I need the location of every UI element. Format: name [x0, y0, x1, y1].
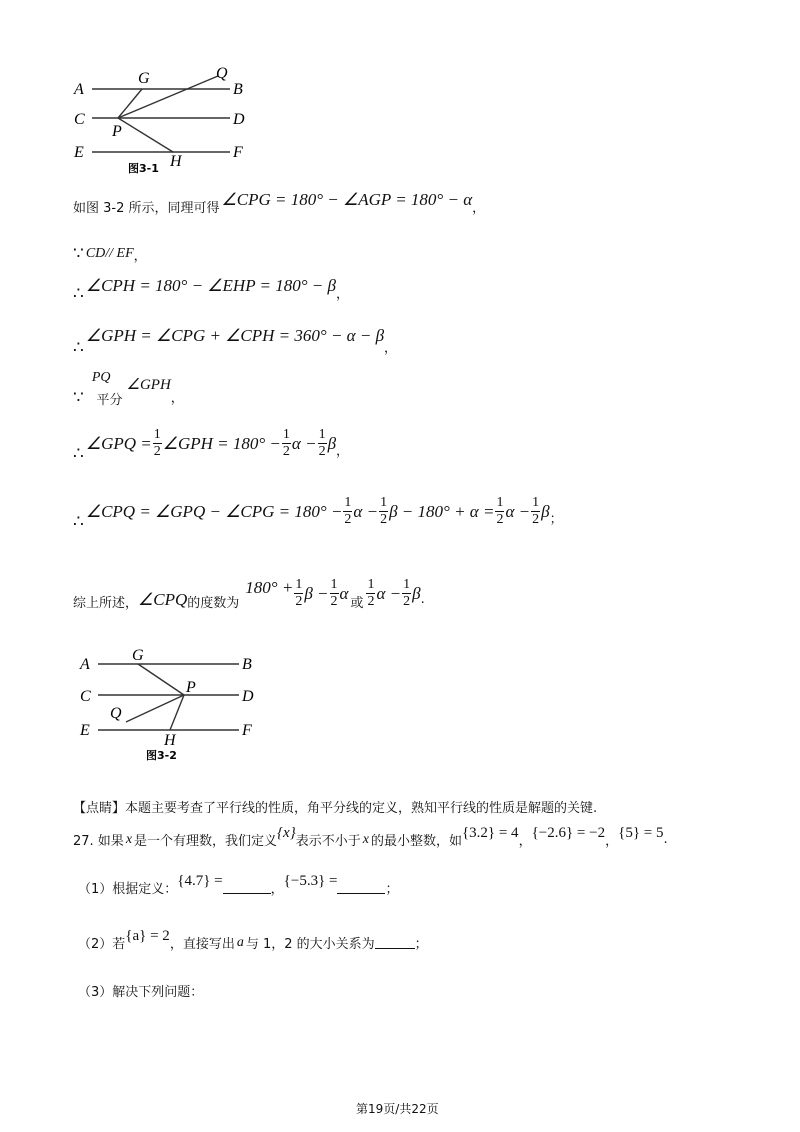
- math: {−5.3} =: [283, 873, 338, 889]
- fraction-half: [495, 496, 504, 527]
- math: {3.2} = 4: [461, 825, 519, 841]
- label-a: A: [80, 656, 90, 673]
- text: （2）若: [78, 937, 126, 952]
- text: 是一个有理数，我们定义: [134, 834, 278, 849]
- label-f: F: [242, 722, 252, 739]
- segment-ph: [118, 118, 173, 152]
- question-27-part-2: [78, 928, 428, 952]
- fraction-half: [402, 578, 411, 609]
- therefore-symbol: ∴: [73, 443, 84, 463]
- math: β: [541, 501, 550, 521]
- punct: ，: [336, 444, 350, 459]
- math: ∠CPQ = ∠GPQ − ∠CPG = 180° −: [85, 501, 343, 521]
- label-d: D: [233, 111, 245, 128]
- punct: ；: [385, 882, 399, 897]
- math: {a} = 2: [125, 928, 170, 944]
- solution-line-6: [73, 427, 350, 463]
- label-h: H: [170, 153, 182, 170]
- punct: .: [663, 832, 668, 847]
- numerator: 1: [403, 577, 411, 592]
- numerator: 1: [318, 427, 326, 442]
- text: 平分: [96, 392, 123, 408]
- denominator: 2: [380, 512, 388, 527]
- denominator: 2: [367, 594, 375, 609]
- segment-pq: [118, 76, 218, 118]
- math: {5} = 5: [618, 825, 664, 841]
- fraction-half: [294, 578, 303, 609]
- math: {x}: [277, 825, 296, 841]
- label-g: G: [138, 70, 150, 87]
- punct: ，: [336, 286, 350, 302]
- text: 与 1，2 的大小关系为: [245, 937, 375, 952]
- math: α −: [353, 501, 379, 521]
- denominator: 2: [403, 594, 411, 609]
- punct: ，: [384, 340, 398, 356]
- label-q: Q: [216, 66, 228, 82]
- text: 或: [350, 596, 364, 611]
- math: α −: [505, 501, 531, 521]
- numerator: 1: [496, 495, 504, 510]
- numerator: 1: [282, 427, 290, 442]
- punct: ；: [549, 512, 563, 527]
- punct: ；: [414, 937, 428, 952]
- label-b: B: [233, 81, 243, 98]
- math: α −: [291, 433, 317, 453]
- page-number: 第19页/共22页: [356, 1102, 439, 1116]
- therefore-symbol: ∴: [73, 511, 84, 531]
- math: {−2.6} = −2: [531, 825, 606, 841]
- math: CD// EF: [85, 246, 134, 261]
- math: ∠GPH: [126, 376, 171, 393]
- text: （1）根据定义：: [78, 882, 178, 897]
- answer-blank[interactable]: [375, 936, 415, 949]
- fraction-half: [379, 496, 388, 527]
- denominator: 2: [496, 512, 504, 527]
- math: ∠CPQ: [138, 589, 188, 609]
- numerator: 1: [532, 495, 540, 510]
- answer-blank[interactable]: [223, 881, 271, 894]
- math-pq: PQ: [91, 370, 111, 385]
- math: x: [362, 831, 369, 847]
- label-f: F: [233, 144, 243, 161]
- fraction-half: [343, 496, 352, 527]
- label-c: C: [74, 111, 85, 128]
- key-point-comment: 【点睛】本题主要考查了平行线的性质，角平分线的定义，熟知平行线的性质是解题的关键.: [73, 801, 598, 816]
- label-p: P: [112, 123, 122, 140]
- math: β: [327, 433, 337, 453]
- denominator: 2: [282, 444, 290, 459]
- punct: ，: [605, 834, 619, 849]
- numerator: 1: [344, 495, 352, 510]
- answer-blank[interactable]: [337, 881, 385, 894]
- denominator: 2: [318, 444, 326, 459]
- label-q: Q: [110, 705, 122, 722]
- math: ∠GPH = ∠CPG + ∠CPH = 360° − α − β: [85, 326, 385, 345]
- math: ∠GPQ =: [85, 433, 152, 453]
- punct: ，: [472, 200, 486, 216]
- label-h: H: [164, 732, 176, 749]
- numerator: 1: [380, 495, 388, 510]
- punct: ，: [170, 390, 184, 406]
- because-symbol: ∵: [73, 388, 84, 407]
- text: 如图 3-2 所示，同理可得: [73, 200, 220, 216]
- question-27-part-3: （3）解决下列问题：: [78, 985, 204, 1000]
- label-a: A: [74, 81, 84, 98]
- math: β: [412, 583, 421, 603]
- solution-line-5: [73, 370, 184, 408]
- label-g: G: [132, 647, 144, 664]
- denominator: 2: [153, 444, 161, 459]
- denominator: 2: [532, 512, 540, 527]
- solution-line-4: [73, 326, 398, 357]
- fraction-half: [153, 428, 162, 459]
- math: ∠GPH = 180° −: [162, 433, 281, 453]
- fraction-half: [282, 428, 291, 459]
- therefore-symbol: ∴: [73, 338, 84, 357]
- text: 的最小整数，如: [370, 834, 462, 849]
- punct: .: [420, 592, 425, 607]
- solution-line-1: [73, 190, 486, 216]
- solution-line-2: [73, 244, 147, 264]
- label-e: E: [80, 722, 90, 739]
- because-symbol: ∵: [73, 244, 84, 263]
- numerator: 1: [153, 427, 161, 442]
- question-27: [73, 825, 668, 849]
- text: 的度数为: [187, 596, 240, 611]
- segment-gp: [138, 664, 184, 695]
- text: ，直接写出: [169, 937, 235, 952]
- text: 表示不小于: [295, 834, 361, 849]
- math: x: [125, 831, 133, 847]
- math: ∠CPG = 180° − ∠AGP = 180° − α: [221, 190, 473, 209]
- math: a: [236, 934, 244, 950]
- punct: ，: [133, 248, 147, 264]
- math: {4.7} =: [177, 873, 223, 889]
- math: ∠CPH = 180° − ∠EHP = 180° − β: [85, 276, 336, 295]
- solution-line-7: [73, 495, 563, 531]
- solution-summary: [73, 578, 425, 609]
- text: 综上所述，: [73, 596, 139, 611]
- math: β − 180° + α =: [389, 501, 495, 521]
- math: α −: [376, 583, 402, 603]
- label-d: D: [242, 688, 254, 705]
- punct: ，: [270, 882, 284, 897]
- figure-3-1: [70, 66, 270, 176]
- label-p: P: [186, 679, 196, 696]
- label-c: C: [80, 688, 91, 705]
- figure-3-2: [74, 646, 274, 766]
- denominator: 2: [344, 512, 352, 527]
- numerator: 1: [295, 577, 303, 592]
- math: α: [339, 583, 349, 603]
- therefore-symbol: ∴: [73, 284, 84, 303]
- numerator: 1: [330, 577, 338, 592]
- label-e: E: [74, 144, 84, 161]
- fraction-half: [330, 578, 339, 609]
- numerator: 1: [367, 577, 375, 592]
- denominator: 2: [295, 594, 303, 609]
- solution-line-3: [73, 276, 350, 303]
- figure-caption: 图3-1: [128, 162, 159, 175]
- figure-caption: 图3-2: [146, 749, 177, 762]
- label-b: B: [242, 656, 252, 673]
- fraction-half: [318, 428, 327, 459]
- math: β −: [304, 583, 329, 603]
- question-27-part-1: [78, 873, 399, 897]
- denominator: 2: [330, 594, 338, 609]
- fraction-half: [531, 496, 540, 527]
- punct: ，: [518, 834, 532, 849]
- math: 180° +: [245, 577, 294, 597]
- text: 27. 如果: [73, 834, 124, 849]
- fraction-half: [366, 578, 375, 609]
